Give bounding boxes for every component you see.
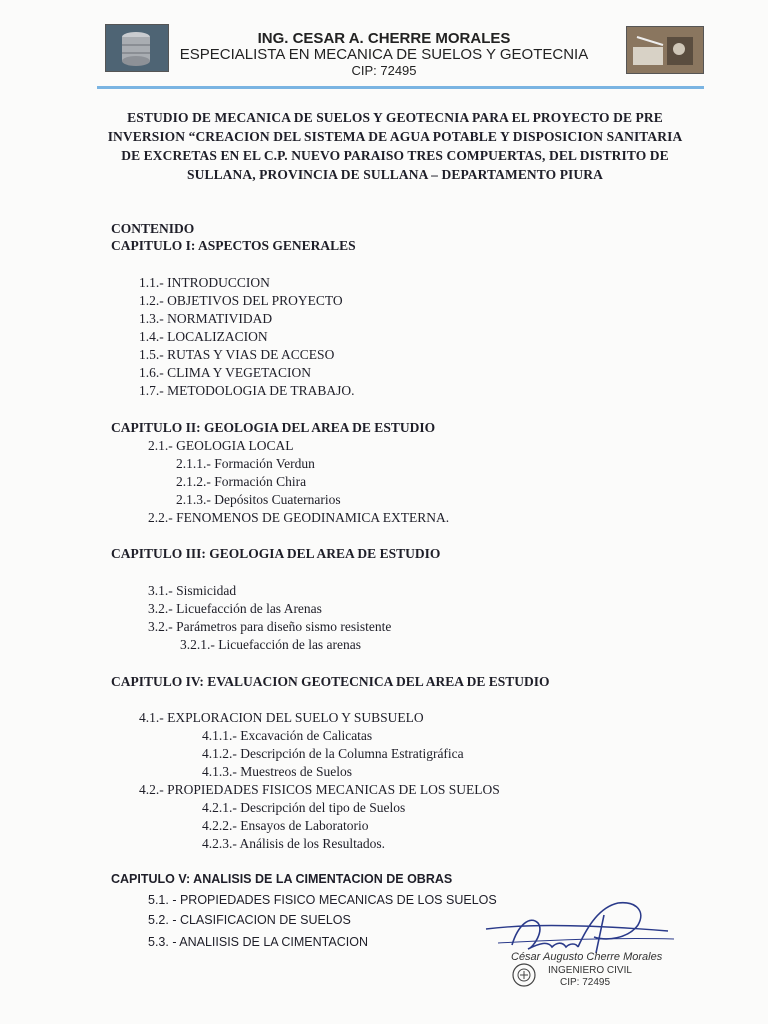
toc-item: 1.2.- OBJETIVOS DEL PROYECTO (139, 293, 343, 308)
signature-name: César Augusto Cherre Morales (511, 951, 663, 963)
header-specialty: ESPECIALISTA EN MECANICA DE SUELOS Y GEOTECNIA (179, 46, 589, 63)
toc-subitem: 2.1.1.- Formación Verdun (176, 456, 315, 471)
seal-icon (511, 962, 537, 988)
toc-subitem: 4.1.2.- Descripción de la Columna Estratigráfica (202, 746, 464, 761)
toc-item: 2.1.- GEOLOGIA LOCAL (148, 438, 294, 453)
toc-item: 3.1.- Sismicidad (148, 583, 237, 598)
toc-subitem: 4.2.2.- Ensayos de Laboratorio (202, 818, 369, 833)
chapter-4-heading: CAPITULO IV: EVALUACION GEOTECNICA DEL AREA DE ESTUDIO (111, 674, 550, 689)
toc-item: 1.5.- RUTAS Y VIAS DE ACCESO (139, 347, 335, 362)
chapter-2-heading: CAPITULO II: GEOLOGIA DEL AREA DE ESTUDIO (111, 420, 436, 435)
toc-subitem: 4.2.3.- Análisis de los Resultados. (202, 836, 385, 851)
toc-item: 5.3. - ANALIISIS DE LA CIMENTACION (148, 935, 368, 949)
toc-item: 1.3.- NORMATIVIDAD (139, 311, 273, 326)
document-title: ESTUDIO DE MECANICA DE SUELOS Y GEOTECNIA PARA EL PROYECTO DE PRE INVERSION “CREACION DEL SISTEMA DE AGUA POTABLE Y DISPOSICION SANITARIA DE EXCRETAS EN EL C.P. NUEVO PARAISO TRES COMPUERTAS, DEL DISTRITO DE SULLANA, PROVINCIA DE SULLANA – DEPARTAMENTO PIURA (107, 110, 683, 182)
header-divider (97, 86, 704, 89)
header-cip: CIP: 72495 (351, 63, 417, 78)
chapter-5-heading: CAPITULO V: ANALISIS DE LA CIMENTACION DE OBRAS (111, 872, 453, 886)
contents-heading: CONTENIDO (111, 221, 195, 236)
toc-item: 3.2.- Parámetros para diseño sismo resistente (148, 619, 392, 634)
signature-cip: CIP: 72495 (560, 977, 611, 988)
toc-item: 1.4.- LOCALIZACION (139, 329, 268, 344)
toc-subitem: 2.1.2.- Formación Chira (176, 474, 307, 489)
toc-subitem: 3.2.1.- Licuefacción de las arenas (180, 637, 362, 652)
toc-item: 5.2. - CLASIFICACION DE SUELOS (148, 913, 351, 927)
toc-item: 4.1.- EXPLORACION DEL SUELO Y SUBSUELO (139, 710, 424, 725)
toc-item: 5.1. - PROPIEDADES FISICO MECANICAS DE LOS SUELOS (148, 893, 497, 907)
toc-item: 1.1.- INTRODUCCION (139, 275, 270, 290)
chapter-1-heading: CAPITULO I: ASPECTOS GENERALES (111, 238, 356, 253)
toc-item: 1.7.- METODOLOGIA DE TRABAJO. (139, 383, 355, 398)
toc-item: 1.6.- CLIMA Y VEGETACION (139, 365, 312, 380)
signature-role: INGENIERO CIVIL (548, 965, 632, 976)
toc-item: 3.2.- Licuefacción de las Arenas (148, 601, 322, 616)
toc-subitem: 4.2.1.- Descripción del tipo de Suelos (202, 800, 406, 815)
toc-item: 4.2.- PROPIEDADES FISICOS MECANICAS DE LOS SUELOS (139, 782, 500, 797)
toc-item: 2.2.- FENOMENOS DE GEODINAMICA EXTERNA. (148, 510, 450, 525)
chapter-3-heading: CAPITULO III: GEOLOGIA DEL AREA DE ESTUDIO (111, 546, 441, 561)
toc-subitem: 4.1.1.- Excavación de Calicatas (202, 728, 373, 743)
toc-subitem: 4.1.3.- Muestreos de Suelos (202, 764, 352, 779)
handwritten-signature (478, 895, 678, 1005)
header-name: ING. CESAR A. CHERRE MORALES (257, 30, 511, 47)
toc-subitem: 2.1.3.- Depósitos Cuaternarios (176, 492, 341, 507)
